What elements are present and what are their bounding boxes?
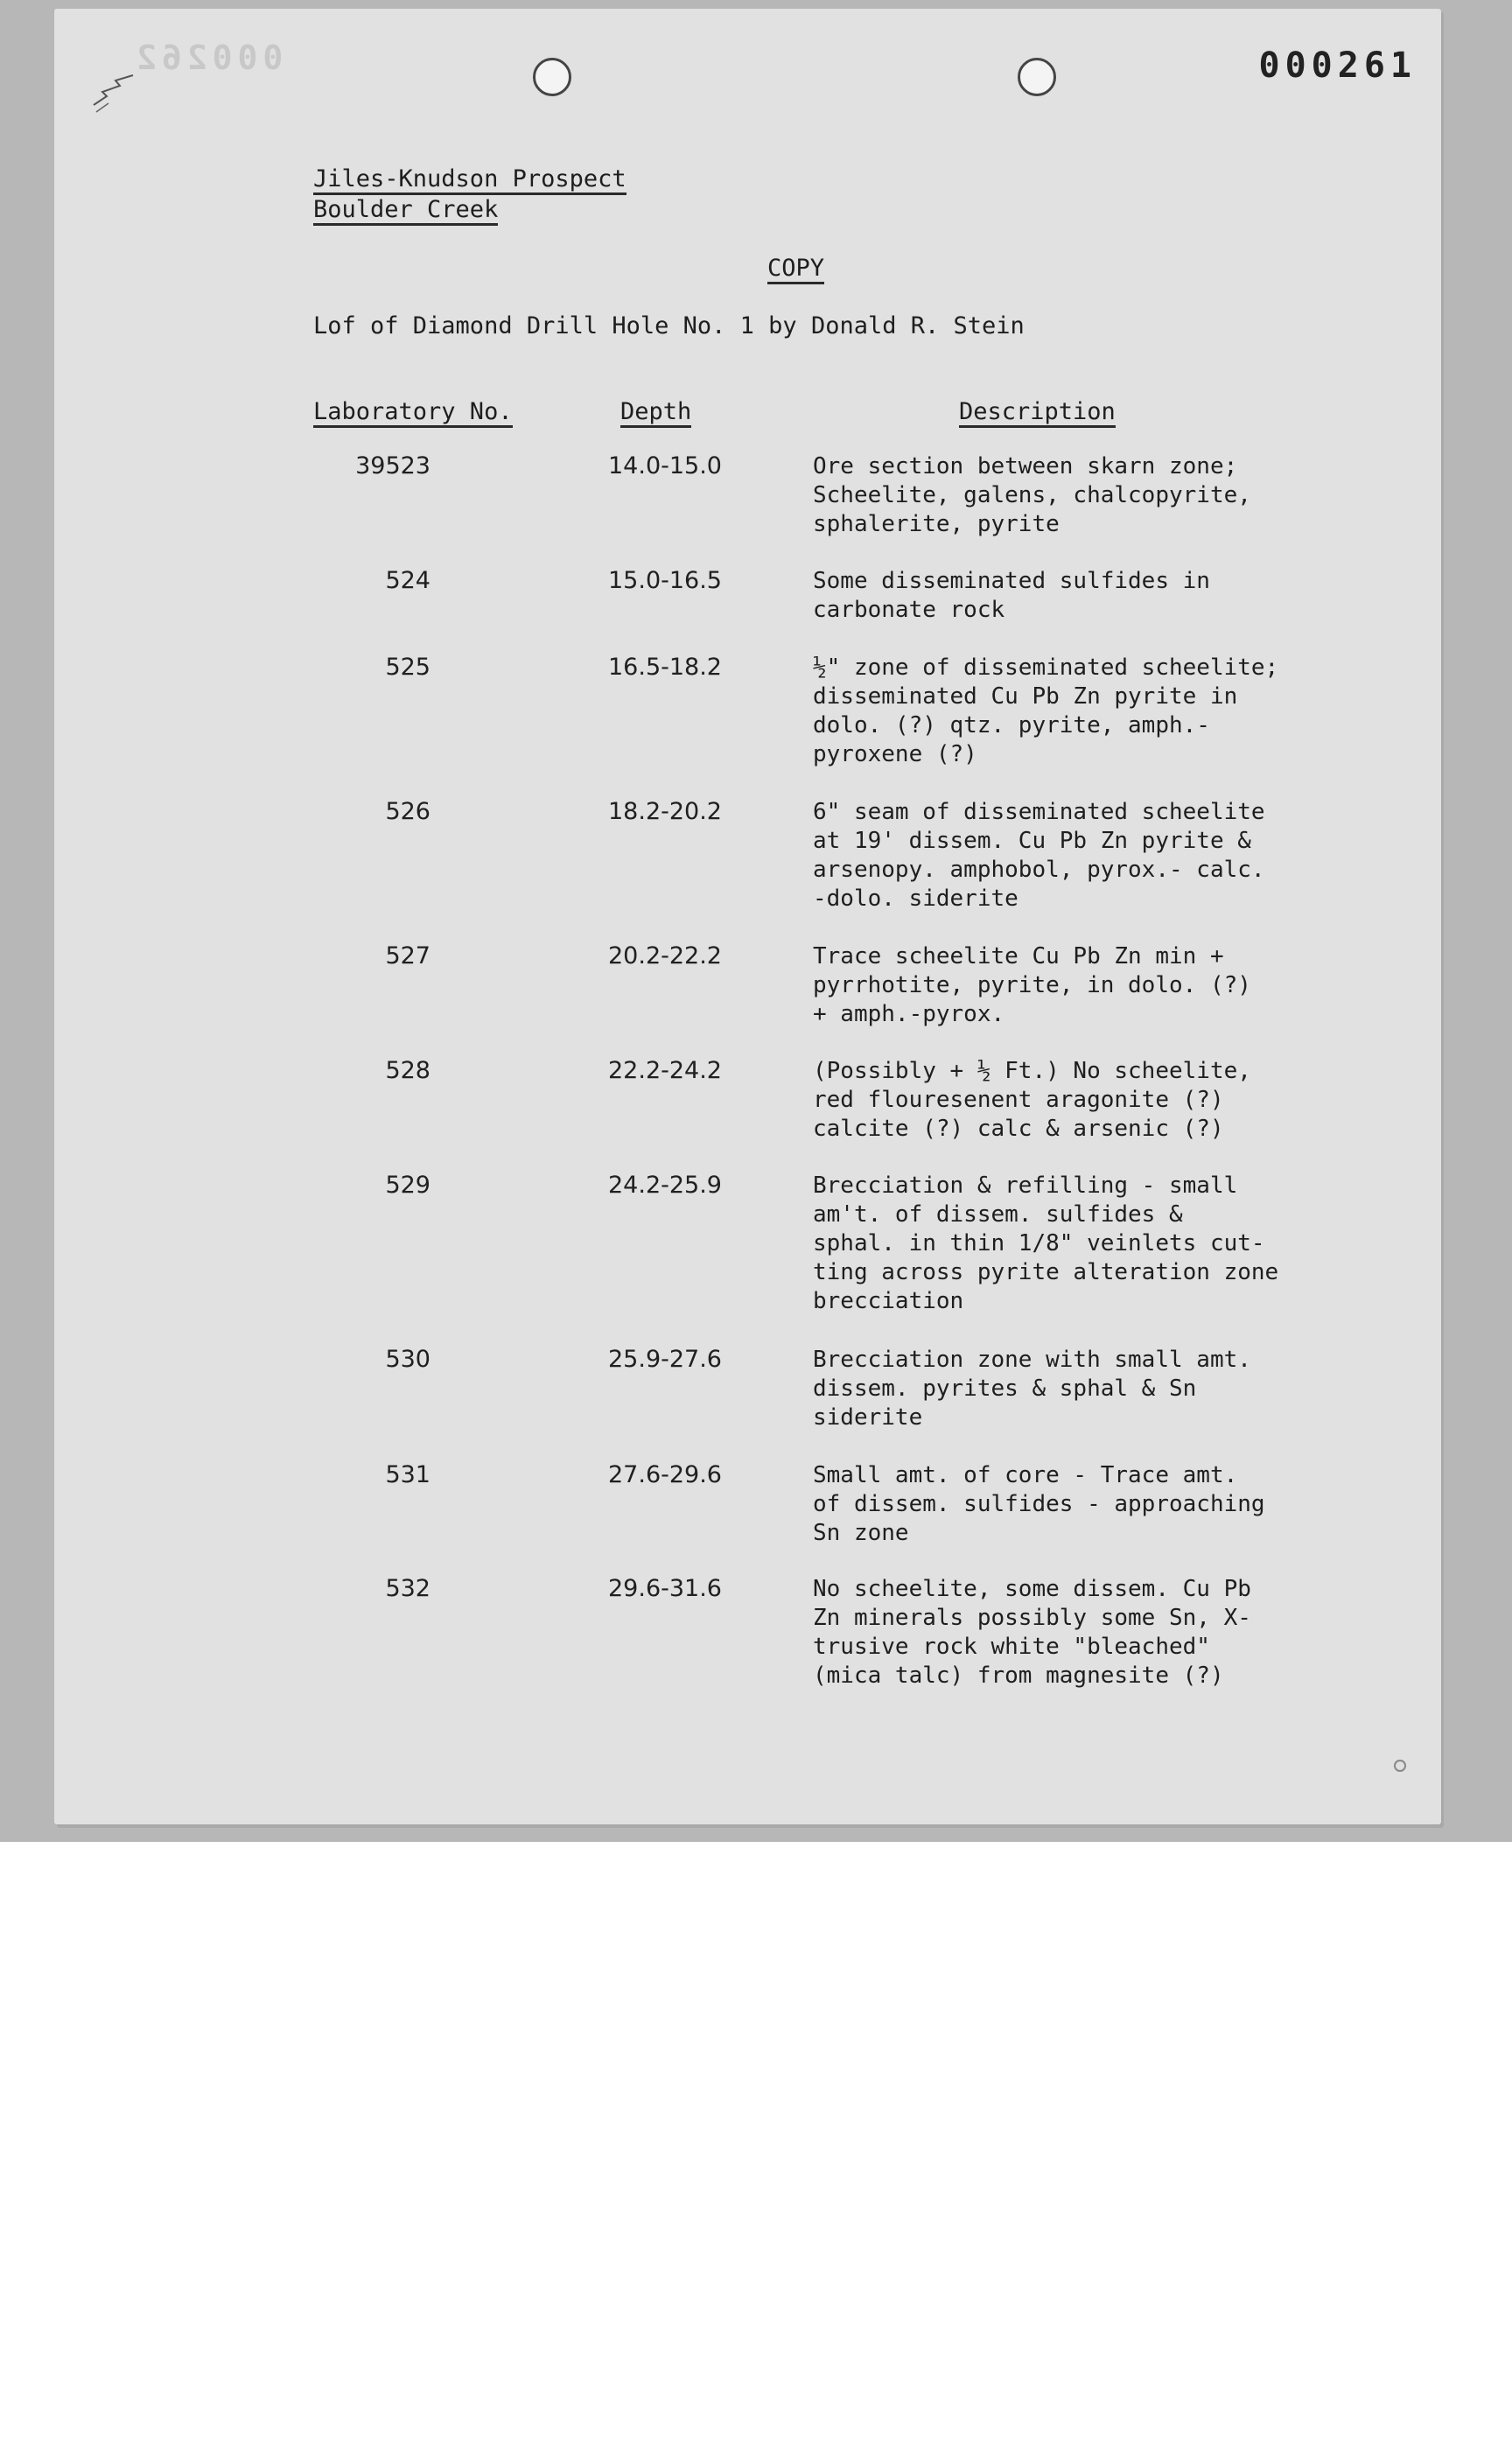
description-line: Small amt. of core - Trace amt. <box>813 1462 1238 1488</box>
description-line: Some disseminated sulfides in <box>813 568 1210 594</box>
depth-value: 22.2-24.2 <box>608 1057 722 1084</box>
description-line: + amph.-pyrox. <box>813 1001 1005 1027</box>
description-line: pyrrhotite, pyrite, in dolo. (?) <box>813 972 1251 998</box>
depth-value: 24.2-25.9 <box>608 1172 722 1199</box>
pencil-mark-icon <box>89 70 142 114</box>
lab-number: 528 <box>385 1057 430 1084</box>
description-cell <box>813 654 1373 769</box>
lab-number: 531 <box>385 1461 430 1488</box>
description-line: am't. of dissem. sulfides & <box>813 1201 1183 1228</box>
description-line: pyroxene (?) <box>813 741 977 767</box>
depth-value: 14.0-15.0 <box>608 452 722 480</box>
description-line: dolo. (?) qtz. pyrite, amph.- <box>813 712 1210 738</box>
description-cell <box>813 942 1373 1029</box>
description-cell <box>813 1346 1373 1432</box>
description-line: at 19' dissem. Cu Pb Zn pyrite & <box>813 828 1251 854</box>
description-line: Ore section between skarn zone; <box>813 453 1238 480</box>
ghost-stamp-number: 000262 <box>131 38 284 77</box>
punch-hole-left <box>533 58 571 96</box>
depth-value: 25.9-27.6 <box>608 1346 722 1373</box>
prospect-name: Jiles-Knudson Prospect <box>313 166 626 195</box>
depth-value: 29.6-31.6 <box>608 1575 722 1602</box>
description-line: Sn zone <box>813 1520 909 1546</box>
lab-number: 524 <box>385 567 430 594</box>
description-line: Scheelite, galens, chalcopyrite, <box>813 482 1251 508</box>
description-line: dissem. pyrites & sphal & Sn <box>813 1376 1197 1402</box>
description-cell <box>813 1575 1373 1690</box>
lab-number: 526 <box>385 798 430 825</box>
document-header <box>313 164 626 226</box>
description-line: siderite <box>813 1404 923 1431</box>
description-line: (mica talc) from magnesite (?) <box>813 1662 1224 1689</box>
description-line: red flouresenent aragonite (?) <box>813 1087 1224 1113</box>
scan-speck <box>1394 1760 1406 1772</box>
description-cell <box>813 798 1373 914</box>
description-line: Trace scheelite Cu Pb Zn min + <box>813 943 1224 970</box>
description-line: disseminated Cu Pb Zn pyrite in <box>813 683 1238 710</box>
document-sheet <box>54 9 1441 1824</box>
location-name: Boulder Creek <box>313 197 498 226</box>
description-cell <box>813 567 1373 625</box>
description-line: ½" zone of disseminated scheelite; <box>813 654 1279 681</box>
description-line: Brecciation zone with small amt. <box>813 1347 1251 1373</box>
depth-value: 16.5-18.2 <box>608 654 722 681</box>
lab-number: 525 <box>385 654 430 681</box>
document-title: Lof of Diamond Drill Hole No. 1 by Donald R. Stein <box>313 312 1025 340</box>
description-line: calcite (?) calc & arsenic (?) <box>813 1116 1224 1142</box>
lab-number: 527 <box>385 942 430 970</box>
lab-number: 529 <box>385 1172 430 1199</box>
description-line: sphal. in thin 1/8" veinlets cut- <box>813 1230 1265 1256</box>
description-line: Zn minerals possibly some Sn, X- <box>813 1605 1251 1631</box>
column-header-lab: Laboratory No. <box>313 399 513 428</box>
description-cell <box>813 1172 1373 1316</box>
description-line: of dissem. sulfides - approaching <box>813 1491 1265 1517</box>
column-header-description: Description <box>959 399 1116 428</box>
copy-label: COPY <box>767 256 824 284</box>
description-line: Brecciation & refilling - small <box>813 1172 1238 1199</box>
description-line: (Possibly + ½ Ft.) No scheelite, <box>813 1058 1251 1084</box>
description-line: sphalerite, pyrite <box>813 511 1060 537</box>
depth-value: 18.2-20.2 <box>608 798 722 825</box>
lab-number: 532 <box>385 1575 430 1602</box>
description-cell <box>813 1461 1373 1548</box>
description-line: 6" seam of disseminated scheelite <box>813 799 1265 825</box>
description-line: brecciation <box>813 1288 964 1314</box>
description-line: trusive rock white "bleached" <box>813 1634 1210 1660</box>
description-line: No scheelite, some dissem. Cu Pb <box>813 1576 1251 1602</box>
punch-hole-right <box>1018 58 1056 96</box>
column-header-depth: Depth <box>620 399 691 428</box>
description-line: ting across pyrite alteration zone <box>813 1259 1279 1285</box>
lab-number: 39523 <box>355 452 430 480</box>
description-line: carbonate rock <box>813 597 1005 623</box>
depth-value: 15.0-16.5 <box>608 567 722 594</box>
description-line: -dolo. siderite <box>813 886 1018 912</box>
depth-value: 20.2-22.2 <box>608 942 722 970</box>
depth-value: 27.6-29.6 <box>608 1461 722 1488</box>
lab-number: 530 <box>385 1346 430 1373</box>
description-cell <box>813 452 1373 539</box>
stamp-number: 000261 <box>1258 46 1417 86</box>
description-cell <box>813 1057 1373 1144</box>
description-line: arsenopy. amphobol, pyrox.- calc. <box>813 857 1265 883</box>
